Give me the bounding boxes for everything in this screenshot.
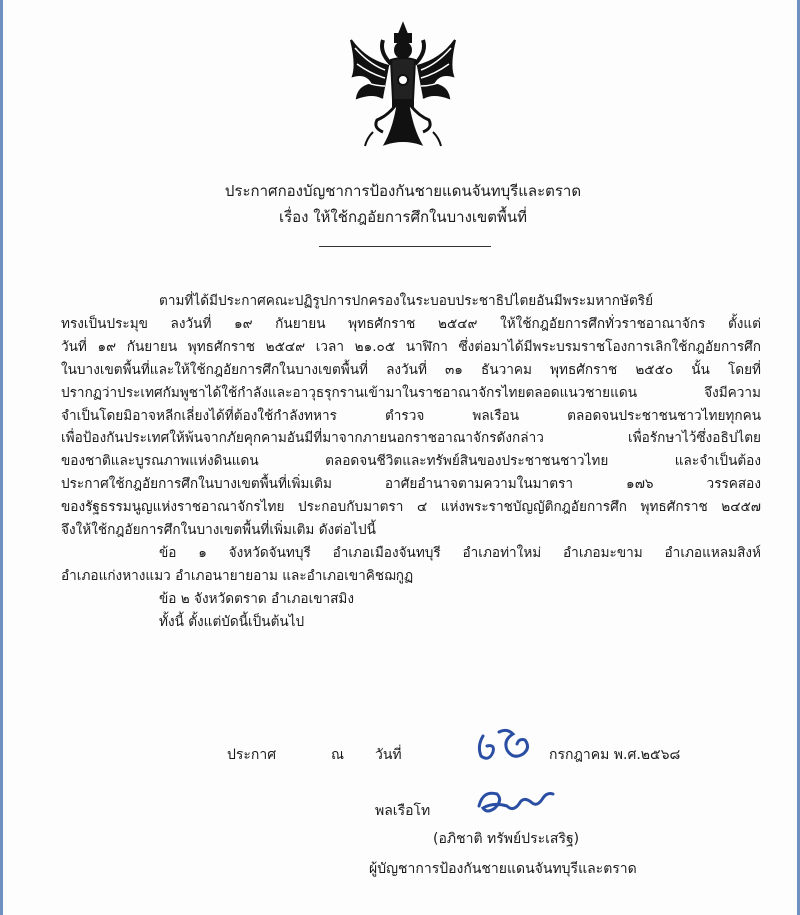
text-line: วันที่ ๑๙ กันยายน พุทธศักราช ๒๕๔๙ เวลา ๒๑.๐๕ นาฬิกา ซึ่งต่อมาได้มีพระบรมราชโองการเลิกใช้กฎอัยการศึก — [61, 338, 761, 355]
date-line — [3, 738, 800, 768]
text-line: ของชาติและบูรณภาพแห่งดินแดน ตลอดจนชีวิตและทรัพย์สินของประชาชนชาวไทย และจำเป็นต้อง — [61, 453, 761, 470]
text-line: อำเภอแก่งหางแมว อำเภอนายายอาม และอำเภอเขาคิชฌกูฏ — [61, 567, 414, 584]
text-line: เพื่อป้องกันประเทศให้พ้นจากภัยคุกคามอันมีที่มาจากภายนอกราชอาณาจักรดังกล่าว เพื่อรักษาไว้ซึ่งอธิปไตย — [61, 430, 761, 447]
text-line: ทรงเป็นประมุข ลงวันที่ ๑๙ กันยายน พุทธศักราช ๒๕๔๙ ให้ใช้กฎอัยการศึกทั่วราชอาณาจักร ตั้งแต่ — [61, 315, 761, 332]
preamble-paragraph — [61, 290, 761, 542]
text-line: จำเป็นโดยมิอาจหลีกเลี่ยงได้ที่ต้องใช้กำลังทหาร ตำรวจ พลเรือน ตลอดจนประชาชนชาวไทยทุกคน — [61, 407, 761, 424]
text-line: ในบางเขตพื้นที่และให้ใช้กฎอัยการศึกในบางเขตพื้นที่ ลงวันที่ ๓๑ ธันวาคม พุทธศักราช ๒๕๕๐ นั้น โดยที่ — [61, 361, 761, 378]
announcement-body — [61, 290, 761, 634]
signatory-name: (อภิชาติ ทรัพย์ประเสริฐ) — [433, 831, 580, 847]
text-line: ของรัฐธรรมนูญแห่งราชอาณาจักรไทย ประกอบกับมาตรา ๔ แห่งพระราชบัญญัติกฎอัยการศึก พุทธศักราช ๒๔๕๗ — [61, 499, 761, 516]
rank-label: พลเรือโท — [375, 803, 431, 819]
at-label: ณ — [331, 747, 344, 763]
garuda-emblem-icon — [343, 20, 463, 150]
date-label: วันที่ — [375, 747, 402, 763]
handwritten-date — [473, 724, 539, 768]
text-line: จึงให้ใช้กฎอัยการศึกในบางเขตพื้นที่เพิ่มเติม ดังต่อไปนี้ — [61, 522, 376, 539]
effective-clause: ทั้งนี้ ตั้งแต่บัดนี้เป็นต้นไป — [159, 613, 305, 630]
signatory-position: ผู้บัญชาการป้องกันชายแดนจันทบุรีและตราด — [369, 861, 637, 877]
announcement-title: ประกาศกองบัญชาการป้องกันชายแดนจันทบุรีและตราด — [224, 182, 582, 200]
handwritten-signature — [473, 782, 557, 822]
text-line: ตามที่ได้มีประกาศคณะปฏิรูปการปกครองในระบอบประชาธิปไตยอันมีพระมหากษัตริย์ — [159, 293, 654, 309]
announcement-subject: เรื่อง ให้ใช้กฎอัยการศึกในบางเขตพื้นที่ — [278, 208, 528, 226]
text-line: ข้อ ๑ จังหวัดจันทบุรี อำเภอเมืองจันทบุรี อำเภอท่าใหม่ อำเภอมะขาม อำเภอแหลมสิงห์ — [159, 544, 761, 561]
text-line: ปรากฏว่าประเทศกัมพูชาได้ใช้กำลังและอาวุธรุกรานเข้ามาในราชอาณาจักรไทยตลอดแนวชายแดน จึงมีความ — [61, 384, 761, 401]
announce-label: ประกาศ — [227, 747, 277, 763]
text-line: ประกาศใช้กฎอัยการศึกในบางเขตพื้นที่เพิ่มเติม อาศัยอำนาจตามความในมาตรา ๑๗๖ วรรคสอง — [61, 476, 761, 493]
date-month-year: กรกฎาคม พ.ศ.๒๕๖๘ — [549, 747, 681, 763]
clause-1 — [61, 542, 761, 588]
clause-2: ข้อ ๒ จังหวัดตราด อำเภอเขาสมิง — [159, 590, 355, 607]
title-divider — [319, 246, 491, 247]
